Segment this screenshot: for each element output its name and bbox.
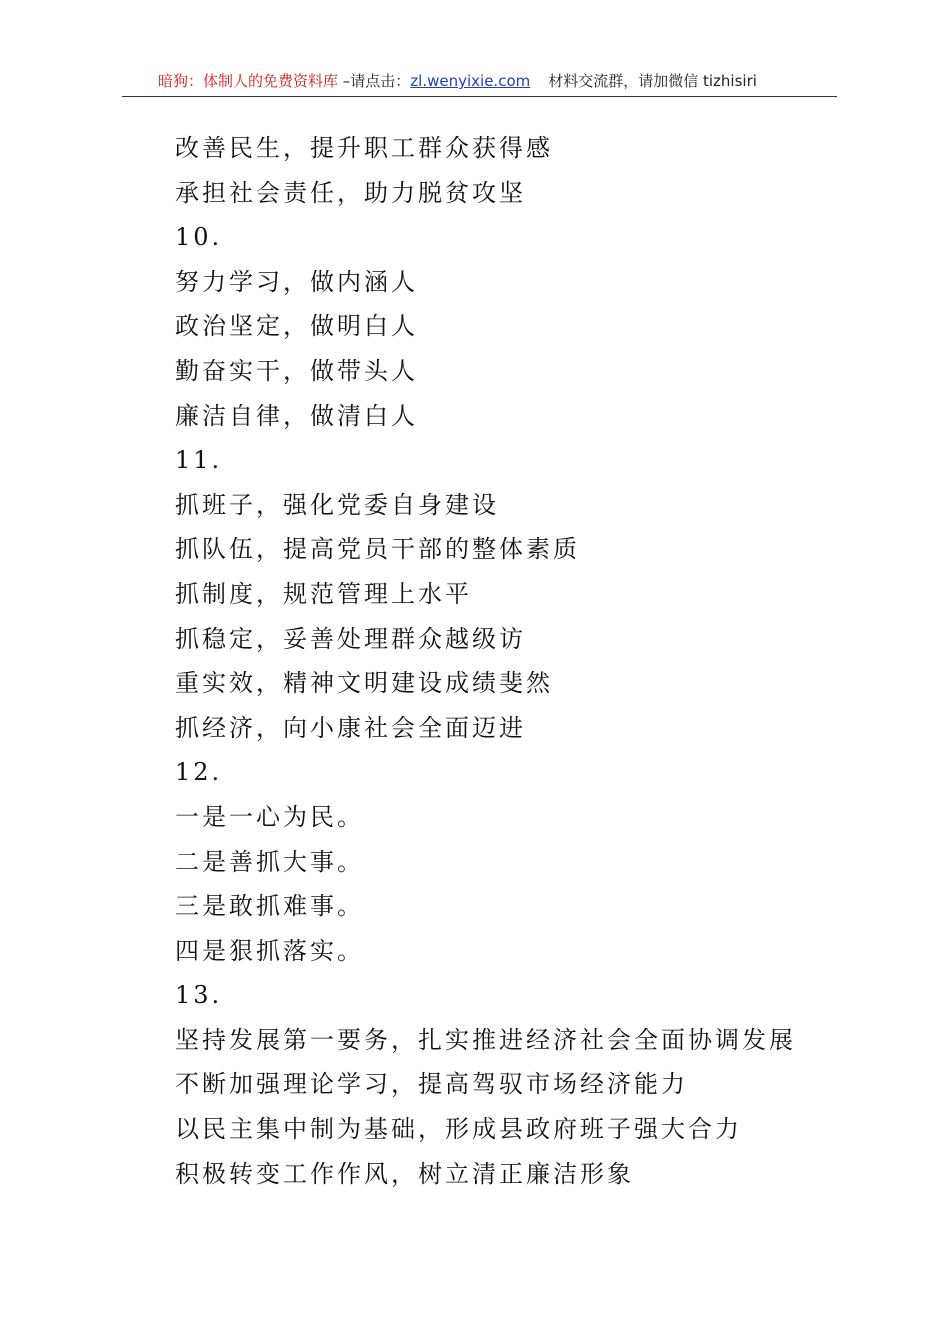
text-line: 三是敢抓难事。 (175, 892, 364, 921)
section-number: 10. (175, 223, 223, 252)
text-line: 政治坚定，做明白人 (175, 312, 418, 341)
text-line: 勤奋实干，做带头人 (175, 356, 418, 385)
section-number: 13. (175, 981, 223, 1010)
text-line: 四是狠抓落实。 (175, 936, 364, 965)
text-line: 承担社会责任，助力脱贫攻坚 (175, 178, 526, 207)
text-line: 抓经济，向小康社会全面迈进 (175, 713, 526, 742)
document-body (175, 126, 875, 1196)
text-line: 廉洁自律，做清白人 (175, 401, 418, 430)
text-line: 抓稳定，妥善处理群众越级访 (175, 624, 526, 653)
header-link[interactable]: zl.wenyixie.com (410, 72, 531, 90)
header-click-prefix: –请点击： (338, 72, 411, 90)
text-line: 努力学习，做内涵人 (175, 267, 418, 296)
text-line: 以民主集中制为基础，形成县政府班子强大合力 (175, 1115, 742, 1144)
header-contact: 材料交流群，请加微信 tizhisiri (548, 72, 757, 90)
text-line: 不断加强理论学习，提高驾驭市场经济能力 (175, 1070, 688, 1099)
text-line: 重实效，精神文明建设成绩斐然 (175, 669, 553, 698)
text-line: 改善民生，提升职工群众获得感 (175, 134, 553, 162)
page-header (122, 66, 837, 97)
text-line: 抓班子，强化党委自身建设 (175, 490, 499, 519)
section-number: 11. (175, 446, 223, 475)
section-number: 12. (175, 758, 223, 787)
text-line: 抓制度，规范管理上水平 (175, 579, 472, 608)
header-brand: 暗狗：体制人的免费资料库 (158, 72, 339, 90)
text-line: 抓队伍，提高党员干部的整体素质 (175, 535, 580, 564)
text-line: 坚持发展第一要务，扎实推进经济社会全面协调发展 (175, 1025, 796, 1054)
text-line: 积极转变工作作风，树立清正廉洁形象 (175, 1159, 634, 1188)
text-line: 一是一心为民。 (175, 802, 364, 831)
text-line: 二是善抓大事。 (175, 847, 364, 876)
